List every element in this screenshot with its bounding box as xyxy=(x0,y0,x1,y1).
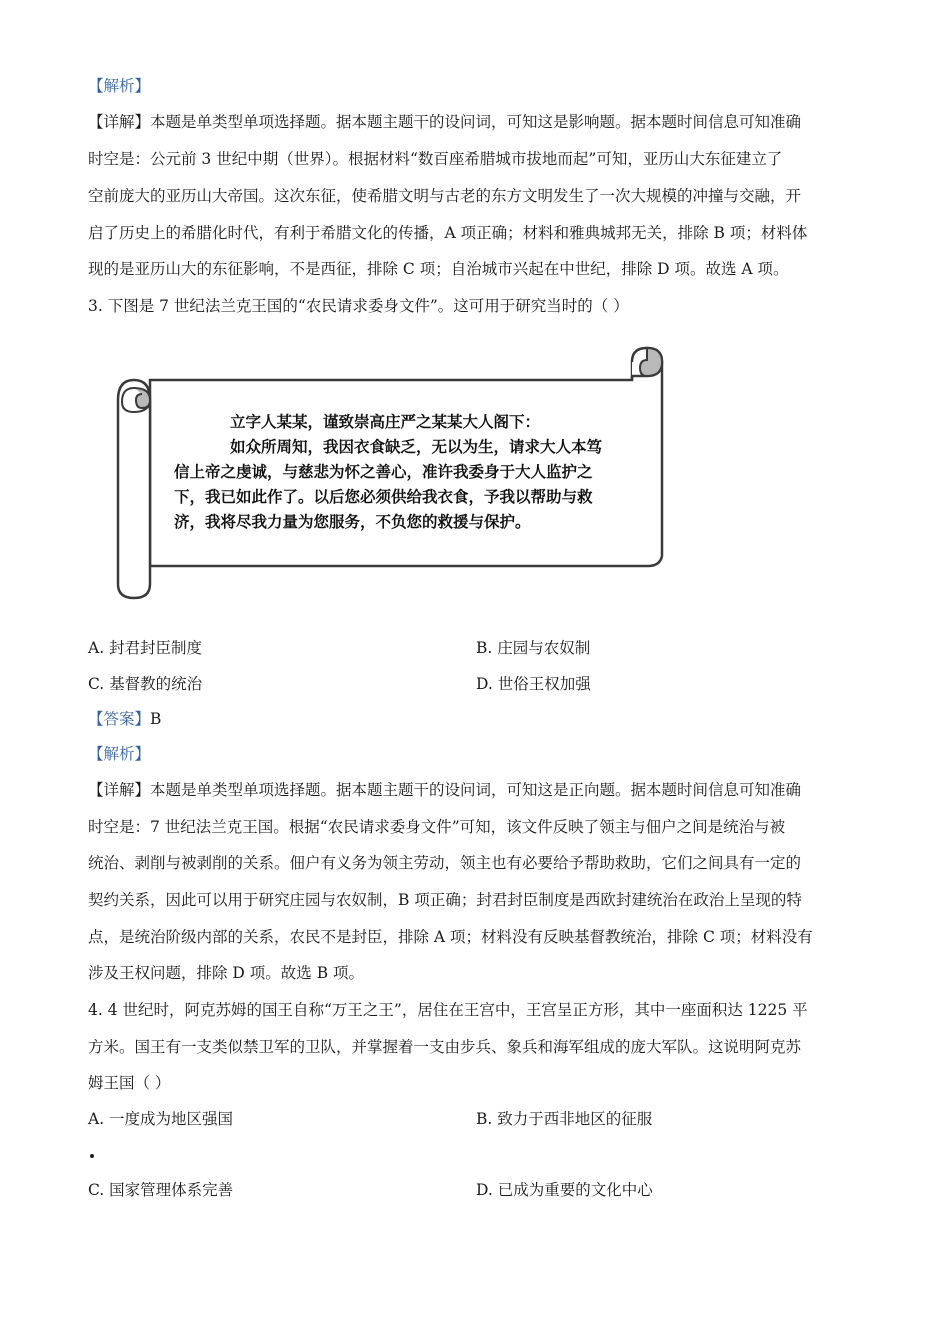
detail-line: 【详解】本题是单类型单项选择题。据本题主题干的设问词，可知这是影响题。据本题时间信息可知准确 xyxy=(88,113,802,131)
q3-option-d[interactable]: D. 世俗王权加强 xyxy=(476,675,591,693)
scroll-line: 下，我已如此作了。以后您必须供给我衣食，予我以帮助与救 xyxy=(174,488,593,506)
detail-line: 时空是：公元前 3 世纪中期（世界）。根据材料“数百座希腊城市拔地而起”可知，亚历山大东征建立了 xyxy=(88,150,783,168)
q3-option-c[interactable]: C. 基督教的统治 xyxy=(88,675,203,693)
q3-option-a[interactable]: A. 封君封臣制度 xyxy=(88,639,203,657)
scroll-line: 信上帝之虔诚，与慈悲为怀之善心，准许我委身于大人监护之 xyxy=(174,463,593,481)
detail-line: 点，是统治阶级内部的关系，农民不是封臣，排除 A 项；材料没有反映基督教统治，排除 C 项；材料没有 xyxy=(88,928,813,946)
q4-option-d[interactable]: D. 已成为重要的文化中心 xyxy=(476,1181,653,1199)
analysis-label: 【解析】 xyxy=(88,77,151,95)
q3-answer-row xyxy=(88,709,868,729)
q4-option-c[interactable]: C. 国家管理体系完善 xyxy=(88,1181,234,1199)
detail-line: 【详解】本题是单类型单项选择题。据本题主题干的设问词，可知这是正向题。据本题时间信息可知准确 xyxy=(88,781,802,799)
question-4-stem: 4. 4 世纪时，阿克苏姆的国王自称“万王之王”，居住在王宫中，王宫呈正方形，其中一座面积达 1225 平 xyxy=(88,1001,808,1019)
scroll-line: 立字人某某，谨致崇高庄严之某某大人阁下： xyxy=(230,413,541,431)
detail-line: 启了历史上的希腊化时代，有利于希腊文化的传播，A 项正确；材料和雅典城邦无关，排除 B 项；材料体 xyxy=(88,224,808,242)
question-4-stem: 方米。国王有一支类似禁卫军的卫队，并掌握着一支由步兵、象兵和海军组成的庞大军队。这说明阿克苏 xyxy=(88,1038,802,1056)
question-4-stem: 姆王国（ ） xyxy=(88,1074,171,1092)
scroll-document-figure xyxy=(112,344,668,606)
q4-option-a[interactable]: A. 一度成为地区强国 xyxy=(88,1110,234,1128)
answer-value: B xyxy=(150,710,162,728)
scroll-line: 如众所周知，我因衣食缺乏，无以为生，请求大人本笃 xyxy=(230,438,603,456)
question-3-stem: 3. 下图是 7 世纪法兰克王国的“农民请求委身文件”。这可用于研究当时的（ ） xyxy=(88,297,629,315)
scroll-line: 济，我将尽我力量为您服务，不负您的救援与保护。 xyxy=(174,513,531,531)
detail-line: 现的是亚历山大的东征影响，不是西征，排除 C 项；自治城市兴起在中世纪，排除 D 项。故选 A 项。 xyxy=(88,260,789,278)
answer-label: 【答案】 xyxy=(88,710,151,728)
detail-line: 契约关系，因此可以用于研究庄园与农奴制，B 项正确；封君封臣制度是西欧封建统治在政治上呈现的特 xyxy=(88,891,802,909)
bullet-dot xyxy=(90,1154,94,1158)
q3-option-b[interactable]: B. 庄园与农奴制 xyxy=(476,639,591,657)
detail-line: 空前庞大的亚历山大帝国。这次东征，使希腊文明与古老的东方文明发生了一次大规模的冲撞与交融，开 xyxy=(88,187,802,205)
scroll-text xyxy=(174,410,644,535)
detail-line: 统治、剥削与被剥削的关系。佃户有义务为领主劳动，领主也有必要给予帮助救助，它们之间具有一定的 xyxy=(88,854,802,872)
detail-line: 时空是：7 世纪法兰克王国。根据“农民请求委身文件”可知，该文件反映了领主与佃户之间是统治与被 xyxy=(88,818,786,836)
analysis-label: 【解析】 xyxy=(88,745,151,763)
q4-option-b[interactable]: B. 致力于西非地区的征服 xyxy=(476,1110,653,1128)
detail-line: 涉及王权问题，排除 D 项。故选 B 项。 xyxy=(88,964,365,982)
